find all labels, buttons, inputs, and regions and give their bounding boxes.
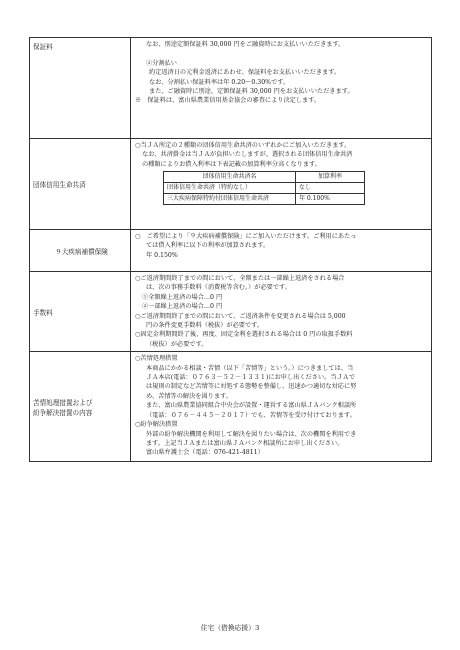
text-line: 約定返済日の元利金返済にあわせ、保証料をお支払いいただきます。 — [149, 69, 341, 77]
row-label: 団体信用生命共済 — [33, 181, 86, 189]
blank-line — [135, 49, 428, 58]
text-line: ○ご返済期間終了までの間において、ご返済条件を変更される場合は 5,000 — [135, 312, 346, 320]
rate-table-header — [164, 172, 365, 183]
header-cell: 加算利率 — [296, 172, 365, 183]
label-cell — [30, 352, 131, 462]
row-complaint-handling — [30, 352, 432, 462]
text-line: ②一部繰上返済の場合…0 円 — [142, 303, 223, 311]
text-line: ○苦情処理措置 — [135, 355, 178, 363]
rate-table-row — [164, 194, 365, 205]
text-line: （税抜）が必要です。 — [146, 340, 208, 348]
text-line: なお、別途定額保証料 30,000 円をご融資時にお支払いいただきます。 — [146, 41, 345, 48]
content-cell — [131, 38, 432, 139]
row-label: 保証料 — [33, 43, 53, 51]
text-line: ○固定金利期間終了後、再度、固定金利を選択される場合は 0 円の取扱手数料 — [135, 331, 353, 339]
page-footer: 住宅（借換応援）3 — [200, 624, 260, 632]
text-line: ②分割払い — [146, 59, 177, 67]
row-nine-disease-insurance — [30, 230, 432, 272]
label-cell — [30, 272, 131, 352]
text-line: 富山県弁護士会（電話：076-421-4811） — [146, 449, 264, 457]
text-line: は規則の制定など苦情等に対処する態勢を整備し、迅速かつ適切な対応に努 — [146, 383, 357, 391]
text-line: ○当ＪＡ所定の２種類の団体信用生命共済のいずれかにご加入いただきます。 — [135, 142, 351, 149]
text-line: 円の条件変更手数料（税抜）が必要です。 — [146, 322, 264, 330]
row-label: ９大疾病補償保険 — [55, 247, 108, 256]
text-line: ※ 保証料は、富山県農業信用基金協会の審査により決定します。 — [135, 97, 321, 105]
text-line: め、苦情等の解決を図ります。 — [146, 392, 232, 400]
text-line: ○紛争解決措置 — [135, 421, 178, 429]
text-line: の種類によりお借入利率は下表記載の加算利率分高くなります。 — [142, 160, 321, 168]
row-fees — [30, 272, 432, 352]
table-cell: 三大疾病保障特約付団体信用生命共済 — [164, 194, 296, 205]
row-label-line2: 紛争解決措置の内容 — [33, 408, 93, 417]
text-line: ①全額繰上返済の場合…0 円 — [142, 293, 223, 301]
text-line: なお、分割払い保証料率は年 0.20～0.30%です。 — [149, 78, 290, 86]
text-line: また、富山県農業協同組合中央会が設置・運営する富山県ＪＡバンク相談所 — [146, 402, 357, 410]
row-label-line1: 苦情処理措置および — [33, 398, 93, 407]
header-cell: 団体信用生命共済名 — [164, 172, 296, 183]
text-line: また、ご融資時に別途、定額保証料 30,000 円をお支払いいただきます。 — [149, 88, 354, 96]
content-cell — [131, 352, 432, 462]
content-cell — [131, 139, 432, 230]
text-line: ます。上記当ＪＡまたは富山県ＪＡバンク相談所にお申し出ください。 — [146, 439, 344, 447]
text-line: 年 0.150% — [146, 251, 178, 259]
text-line: ○ご返済期間終了までの間において、全額または一部繰上返済をされる場合 — [135, 275, 345, 282]
table-cell: 団体信用生命共済（特約なし） — [164, 183, 296, 194]
product-terms-table — [29, 37, 432, 462]
text-line: ○ ご希望により「９大疾病補償保険」にご加入いただけます。ご利用にあたっ — [135, 233, 357, 240]
content-cell — [131, 272, 432, 352]
text-line: （電話：０７６－４４５－２０１７）でも、苦情等を受け付けております。 — [146, 411, 356, 419]
text-line: なお、共済掛金は当ＪＡが負担いたしますが、選択される団体信用生命共済 — [142, 151, 353, 159]
row-label: 手数料 — [33, 308, 53, 317]
table-cell: なし — [296, 183, 365, 194]
text-line: は、次の事務手数料（消費税等含む。）が必要です。 — [146, 284, 291, 292]
rate-table-row — [164, 183, 365, 194]
text-line: 外部の紛争解決機関を利用して解決を図りたい場合は、次の機関を利用でき — [146, 430, 357, 438]
row-guarantee-fee — [30, 38, 432, 139]
label-cell — [30, 230, 131, 272]
table-cell: 年 0.100% — [296, 194, 365, 205]
label-cell — [30, 139, 131, 230]
label-cell — [30, 38, 131, 139]
text-line: ては借入利率に以下の利率が加算されます。 — [146, 242, 270, 250]
text-line: ＪＡ本店(電話：０７６３－５２－１３３１)にお申し出ください。当ＪＡで — [146, 374, 356, 382]
text-line: 本商品にかかる相談・苦情（以下「苦情等」という。）につきましては、当 — [146, 364, 354, 372]
content-cell — [131, 230, 432, 272]
rate-table — [163, 171, 365, 205]
row-group-credit-life — [30, 139, 432, 230]
